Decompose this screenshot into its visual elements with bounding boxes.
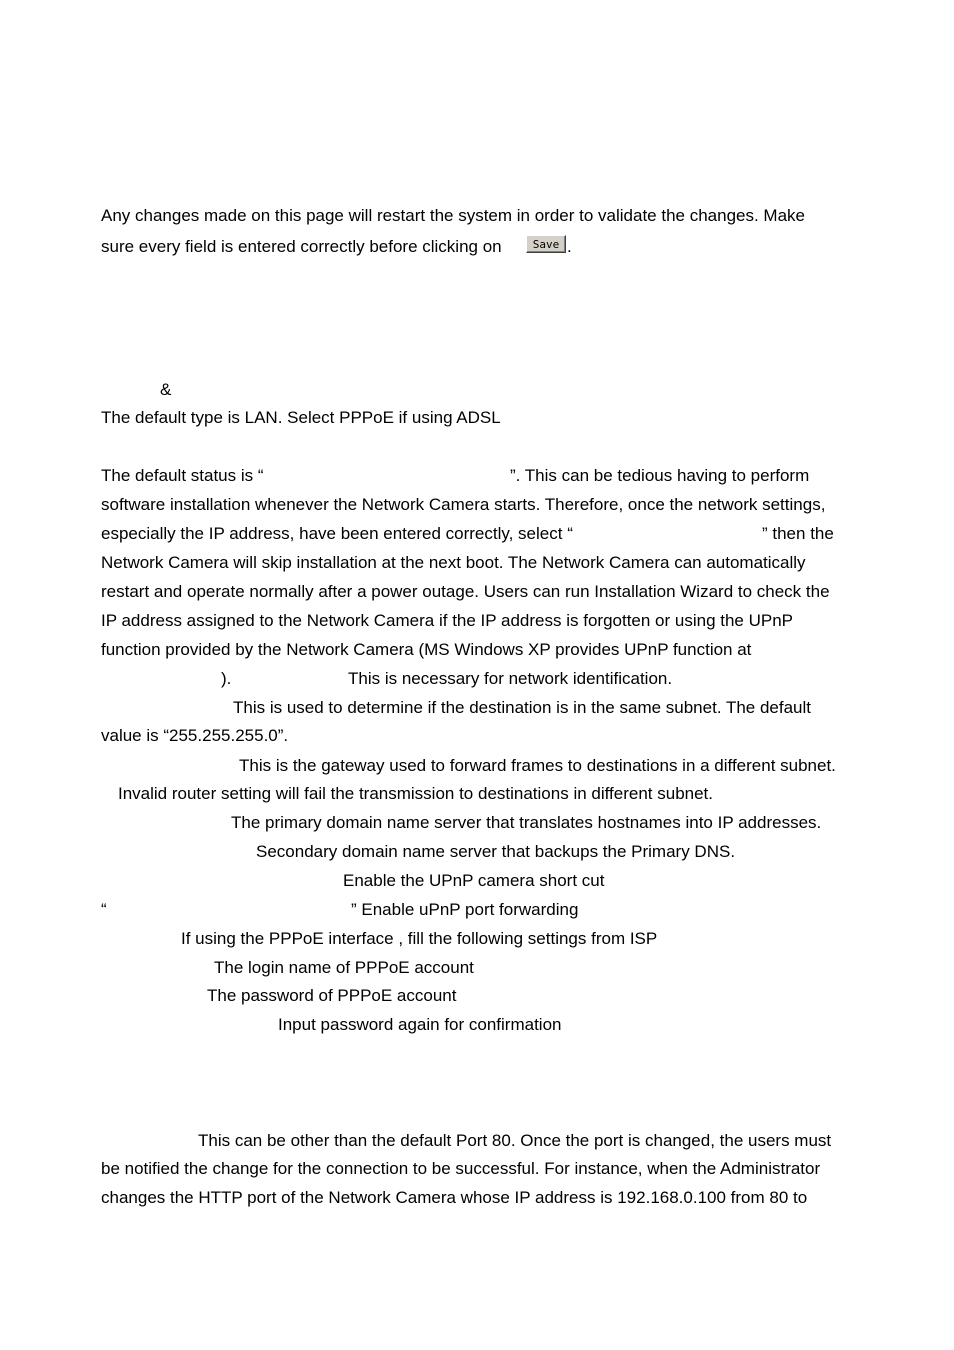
status-text-6: IP address assigned to the Network Camera if the IP address is forgotten or using the UPnP <box>101 611 794 630</box>
ip-address-description: This is necessary for network identification. <box>348 669 673 688</box>
intro-line-2: sure every field is entered correctly before clicking on <box>101 237 502 256</box>
upnp-shortcut-description: Enable the UPnP camera short cut <box>343 871 605 890</box>
secondary-dns-description: Secondary domain name server that backups the Primary DNS. <box>256 842 736 861</box>
subnet-mask-description: This is used to determine if the destination is in the same subnet. The default <box>233 698 812 717</box>
pppoe-confirm-description: Input password again for confirmation <box>278 1015 562 1034</box>
http-port-text-2: be notified the change for the connection to be successful. For instance, when the Administrator <box>101 1159 821 1178</box>
status-text-2: software installation whenever the Network Camera starts. Therefore, once the network settings, <box>101 495 826 514</box>
pppoe-password-description: The password of PPPoE account <box>207 986 457 1005</box>
save-button[interactable]: Save <box>526 235 566 253</box>
default-type-text: The default type is LAN. Select PPPoE if using ADSL <box>101 408 501 427</box>
status-text-5: restart and operate normally after a power outage. Users can run Installation Wizard to check the <box>101 582 830 601</box>
subnet-mask-default: value is “255.255.255.0”. <box>101 726 289 745</box>
pppoe-username-description: The login name of PPPoE account <box>214 958 474 977</box>
status-text-1a: The default status is “ <box>101 466 264 485</box>
upnp-port-forwarding-description: ” Enable uPnP port forwarding <box>351 900 579 919</box>
status-text-8a: ). <box>221 669 232 688</box>
intro-line-2-period: . <box>567 237 572 256</box>
status-text-3b: ” then the <box>762 524 834 543</box>
status-text-1b: ”. This can be tedious having to perform <box>510 466 810 485</box>
http-port-text-3: changes the HTTP port of the Network Camera whose IP address is 192.168.0.100 from 80 to <box>101 1188 808 1207</box>
primary-dns-description: The primary domain name server that translates hostnames into IP addresses. <box>231 813 822 832</box>
status-text-4: Network Camera will skip installation at the next boot. The Network Camera can automatically <box>101 553 806 572</box>
ampersand-text: & <box>160 380 172 399</box>
intro-line-1: Any changes made on this page will restart the system in order to validate the changes. Make <box>101 206 805 225</box>
status-text-7: function provided by the Network Camera (MS Windows XP provides UPnP function at <box>101 640 752 659</box>
pppoe-description: If using the PPPoE interface , fill the following settings from ISP <box>181 929 658 948</box>
http-port-text-1: This can be other than the default Port 80. Once the port is changed, the users must <box>198 1131 832 1150</box>
status-text-3a: especially the IP address, have been entered correctly, select “ <box>101 524 573 543</box>
router-description: This is the gateway used to forward frames to destinations in a different subnet. <box>239 756 836 775</box>
router-warning: Invalid router setting will fail the transmission to destinations in different subnet. <box>118 784 713 803</box>
upnp-quote-open: “ <box>101 900 107 919</box>
